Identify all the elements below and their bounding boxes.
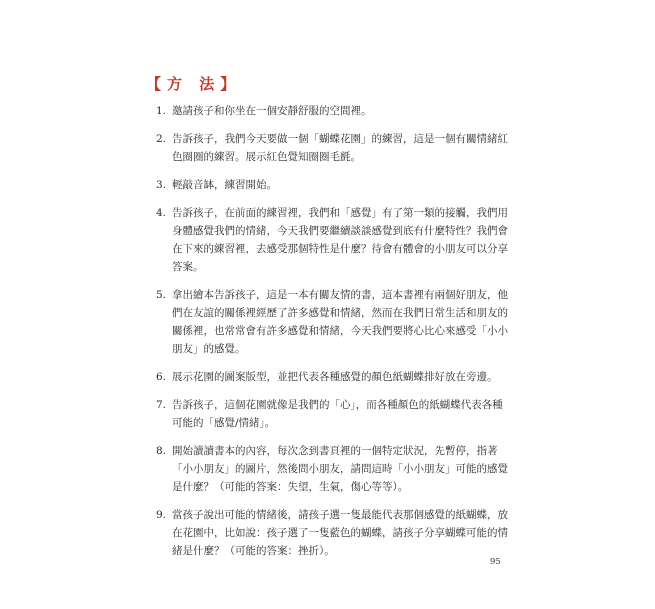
step-item (156, 506, 511, 560)
page-number: 95 (490, 557, 501, 567)
step-number: 2. (156, 133, 167, 145)
step-item (156, 396, 511, 432)
step-number: 3. (156, 179, 167, 191)
step-text: 輕敲音缽，練習開始。 (172, 179, 277, 191)
step-item (156, 442, 511, 496)
step-text: 邀請孩子和你坐在一個安靜舒服的空間裡。 (172, 105, 372, 117)
section-heading (146, 73, 241, 94)
step-text: 告訴孩子，這個花園就像是我們的「心」，而各種顏色的紙蝴蝶代表各種可能的「感覺/情緒」。 (172, 399, 503, 429)
step-number: 8. (156, 445, 167, 457)
step-number: 7. (156, 399, 167, 411)
heading-label: 方 法 (167, 75, 221, 93)
step-item (156, 130, 511, 166)
step-text: 當孩子說出可能的情緒後，請孩子選一隻最能代表那個感覺的紙蝴蝶，放在花園中，比如說：孩子選了一隻藍色的蝴蝶，請孩子分享蝴蝶可能的情緒是什麼？（可能的答案：挫折）。 (172, 509, 508, 557)
step-item (156, 176, 511, 194)
step-text: 告訴孩子，我們今天要做一個「蝴蝶花園」的練習，這是一個有關情緒紅色圈圈的練習。展示紅色覺知圈圈毛氈。 (172, 133, 508, 163)
step-item (156, 204, 511, 276)
step-text: 展示花園的圖案版型，並把代表各種感覺的顏色紙蝴蝶排好放在旁邊。 (172, 371, 498, 383)
step-item (156, 286, 511, 358)
step-number: 6. (156, 371, 167, 383)
step-number: 1. (156, 105, 167, 117)
steps-list (156, 102, 511, 570)
step-text: 拿出繪本告訴孩子，這是一本有關友情的書，這本書裡有兩個好朋友，他們在友誼的關係裡經歷了許多感覺和情緒，然而在我們日常生活和朋友的關係裡，也常常會有許多感覺和情緒，今天我們要將心比心來感受「小小朋友」的感覺。 (172, 289, 508, 355)
step-number: 9. (156, 509, 167, 521)
step-number: 5. (156, 289, 167, 301)
heading-open-bracket: 【 (146, 75, 168, 93)
step-item (156, 102, 511, 120)
step-number: 4. (156, 207, 167, 219)
step-text: 告訴孩子，在前面的練習裡，我們和「感覺」有了第一類的接觸，我們用身體感覺我們的情緒，今天我們要繼續談談感覺到底有什麼特性？我們會在下來的練習裡，去感受那個特性是什麼？待會有體會的小朋友可以分享答案。 (172, 207, 508, 273)
step-text: 開始讀讀書本的內容，每次念到書頁裡的一個特定狀況，先暫停，指著「小小朋友」的圖片，然後問小朋友，請問這時「小小朋友」可能的感覺是什麼？（可能的答案：失望，生氣，傷心等等）。 (172, 445, 508, 493)
heading-close-bracket: 】 (220, 75, 242, 93)
step-item (156, 368, 511, 386)
